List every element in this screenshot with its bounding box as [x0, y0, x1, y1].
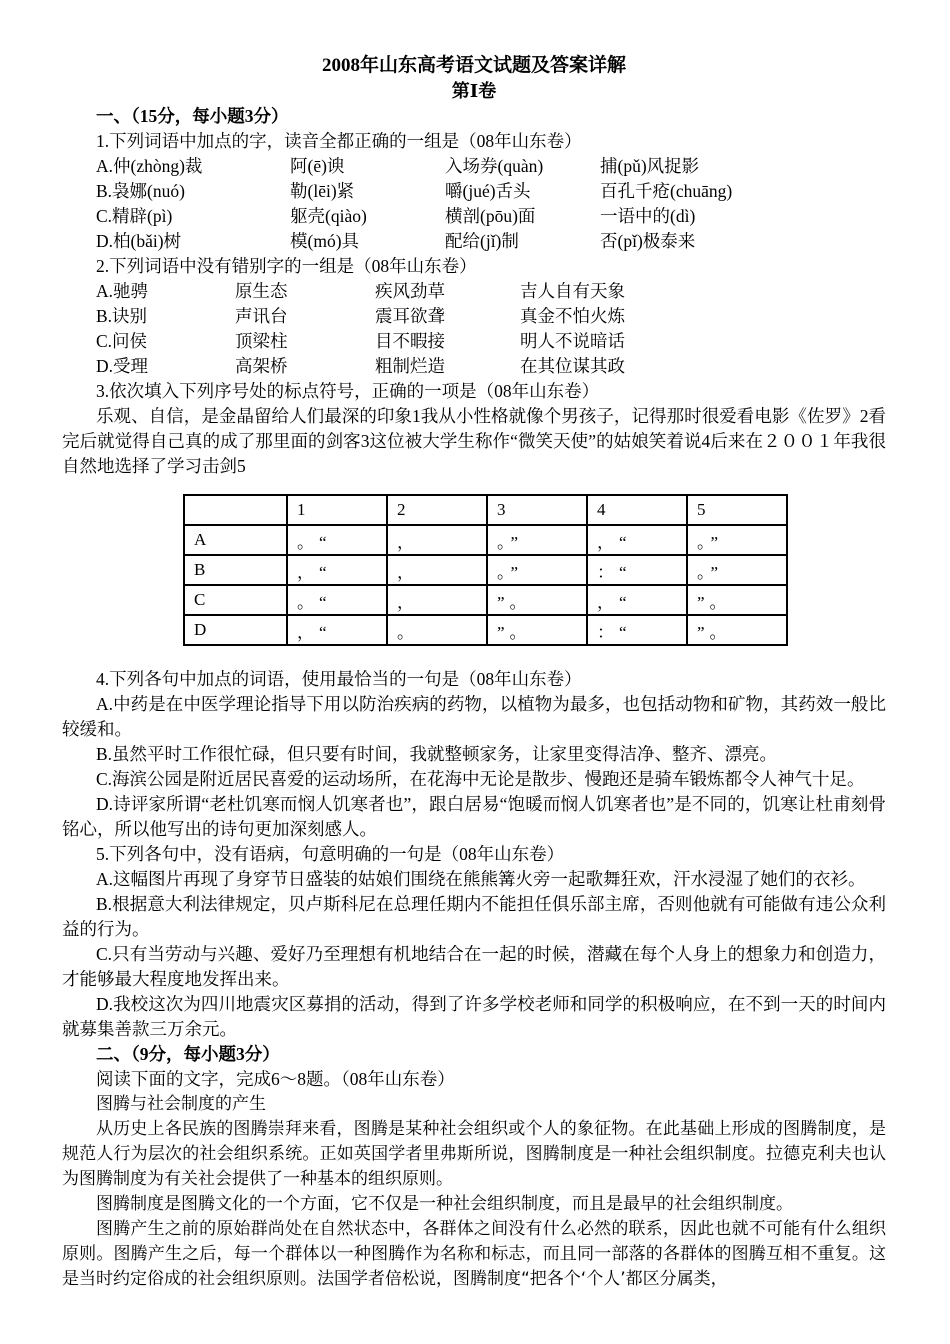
q2-option-row-b	[62, 304, 886, 329]
punct-cell: 。“	[287, 585, 387, 615]
punctuation-table	[183, 494, 788, 646]
q1-option-row-b	[62, 179, 886, 204]
q5-option-c: C.只有当劳动与兴趣、爱好乃至理想有机地结合在一起的时候，潜藏在每个人身上的想象力和创造力，才能够最大程度地发挥出来。	[62, 944, 886, 989]
punct-cell: ，“	[287, 615, 387, 645]
punct-col-header: 3	[487, 495, 587, 525]
q2-option-row-a	[62, 279, 886, 304]
punct-col-header: 5	[687, 495, 787, 525]
option-cell: 躯壳(qiào)	[290, 206, 367, 226]
option-cell: 横剖(pōu)面	[445, 206, 536, 226]
option-cell: D.柏(bǎi)树	[96, 231, 182, 251]
option-cell: 一语中的(dì)	[600, 206, 696, 226]
option-cell: B.袅娜(nuó)	[96, 181, 185, 201]
punct-row-a	[184, 525, 787, 555]
punct-col-header: 1	[287, 495, 387, 525]
option-cell: 嚼(jué)舌头	[445, 181, 531, 201]
q5-option-b: B.根据意大利法律规定，贝卢斯科尼在总理任期内不能担任俱乐部主席，否则他就有可能做有违公众利益的行为。	[62, 894, 886, 939]
punct-cell: ，	[387, 555, 487, 585]
option-cell: 明人不说暗话	[520, 331, 625, 351]
question-1-stem: 1.下列词语中加点的字，读音全都正确的一组是（08年山东卷）	[96, 131, 582, 151]
punct-cell: ，	[387, 585, 487, 615]
option-cell: 勒(lēi)紧	[290, 181, 355, 201]
q2-option-row-c	[62, 329, 886, 354]
punct-cell: 。”	[487, 555, 587, 585]
option-cell: 配给(jǐ)制	[445, 231, 519, 251]
q1-option-row-c	[62, 204, 886, 229]
passage-paragraph-2: 图腾制度是图腾文化的一个方面，它不仅是一种社会组织制度，而且是最早的社会组织制度。	[96, 1194, 793, 1214]
punct-cell: 。	[387, 615, 487, 645]
question-5-stem: 5.下列各句中，没有语病，句意明确的一句是（08年山东卷）	[96, 844, 565, 864]
option-cell: 粗制烂造	[375, 356, 445, 376]
option-cell: 否(pǐ)极泰来	[600, 231, 696, 251]
option-cell: B.诀别	[96, 306, 148, 326]
punct-col-header	[184, 495, 287, 525]
q3-passage: 乐观、自信，是金晶留给人们最深的印象1我从小性格就像个男孩子，记得那时很爱看电影《佐罗》2看完后就觉得自己真的成了那里面的剑客3这位被大学生称作“微笑天使”的姑娘笑着说4后来在２００１年我很自然地选择了学习击剑5	[62, 406, 886, 476]
punct-cell: ”。	[487, 585, 587, 615]
punct-row-label: A	[184, 525, 287, 555]
punct-row-d	[184, 615, 787, 645]
punct-col-header: 2	[387, 495, 487, 525]
punct-cell: 。”	[687, 555, 787, 585]
option-cell: 捕(pǔ)风捉影	[600, 156, 700, 176]
punct-cell: 。”	[687, 525, 787, 555]
q2-option-row-d	[62, 354, 886, 379]
punct-cell: ，“	[587, 525, 687, 555]
q5-option-d: D.我校这次为四川地震灾区募捐的活动，得到了许多学校老师和同学的积极响应，在不到一天的时间内就募集善款三万余元。	[62, 994, 886, 1039]
section-two-heading: 二、（9分，每小题3分）	[96, 1044, 280, 1064]
option-cell: 高架桥	[235, 356, 288, 376]
section-one-heading: 一、（15分，每小题3分）	[96, 106, 289, 126]
punct-cell: ，“	[587, 585, 687, 615]
option-cell: 真金不怕火炼	[520, 306, 625, 326]
option-cell: 原生态	[235, 281, 288, 301]
q4-option-b: B.虽然平时工作很忙碌，但只要有时间，我就整顿家务，让家里变得洁净、整齐、漂亮。	[96, 744, 778, 764]
option-cell: 目不暇接	[375, 331, 445, 351]
option-cell: 百孔千疮(chuāng)	[600, 181, 733, 201]
punct-row-label: D	[184, 615, 287, 645]
punct-row-label: C	[184, 585, 287, 615]
punct-col-header: 4	[587, 495, 687, 525]
option-cell: 模(mó)具	[290, 231, 360, 251]
option-cell: 疾风劲草	[375, 281, 445, 301]
option-cell: A.驰骋	[96, 281, 149, 301]
doc-title: 2008年山东高考语文试题及答案详解	[321, 55, 626, 76]
option-cell: 吉人自有天象	[520, 281, 625, 301]
option-cell: 在其位谋其政	[520, 356, 625, 376]
punct-row-label: B	[184, 555, 287, 585]
passage-title: 图腾与社会制度的产生	[96, 1094, 266, 1114]
option-cell: C.精辟(pì)	[96, 206, 173, 226]
option-cell: 顶梁柱	[235, 331, 288, 351]
punct-cell: ：“	[587, 615, 687, 645]
punct-cell: 。“	[287, 525, 387, 555]
q4-option-a: A.中药是在中医学理论指导下用以防治疾病的药物，以植物为最多，也包括动物和矿物，其药效一般比较缓和。	[62, 694, 886, 739]
q4-option-d: D.诗评家所谓“老杜饥寒而悯人饥寒者也”，跟白居易“饱暖而悯人饥寒者也”是不同的，饥寒让杜甫刻骨铭心，所以他写出的诗句更加深刻感人。	[62, 794, 886, 839]
volume-label: 第Ⅰ卷	[451, 81, 497, 101]
option-cell: 声讯台	[235, 306, 288, 326]
q1-option-row-d	[62, 229, 886, 254]
q4-option-c: C.海滨公园是附近居民喜爱的运动场所，在花海中无论是散步、慢跑还是骑车锻炼都令人神气十足。	[96, 769, 865, 789]
punct-cell: ：“	[587, 555, 687, 585]
punct-cell: ，“	[287, 555, 387, 585]
option-cell: A.仲(zhòng)裁	[96, 156, 203, 176]
punct-cell: ”。	[687, 615, 787, 645]
punct-cell: 。”	[487, 525, 587, 555]
passage-paragraph-1: 从历史上各民族的图腾崇拜来看，图腾是某种社会组织或个人的象征物。在此基础上形成的图腾制度，是规范人行为层次的社会组织系统。正如英国学者里弗斯所说，图腾制度是一种社会组织制度。拉德克利夫也认为图腾制度为有关社会提供了一种基本的组织原则。	[62, 1119, 886, 1189]
punct-row-b	[184, 555, 787, 585]
option-cell: C.问侯	[96, 331, 148, 351]
question-2-stem: 2.下列词语中没有错别字的一组是（08年山东卷）	[96, 256, 477, 276]
reading-intro: 阅读下面的文字，完成6～8题。（08年山东卷）	[96, 1069, 455, 1089]
q1-option-row-a	[62, 154, 886, 179]
question-3-stem: 3.依次填入下列序号处的标点符号，正确的一项是（08年山东卷）	[96, 381, 600, 401]
option-cell: 入场券(quàn)	[445, 156, 544, 176]
option-cell: 阿(ē)谀	[290, 156, 345, 176]
q5-option-a: A.这幅图片再现了身穿节日盛装的姑娘们围绕在熊熊篝火旁一起歌舞狂欢，汗水浸湿了她们的衣衫。	[96, 869, 866, 889]
option-cell: D.受理	[96, 356, 149, 376]
punct-row-c	[184, 585, 787, 615]
option-cell: 震耳欲聋	[375, 306, 445, 326]
passage-paragraph-3: 图腾产生之前的原始群尚处在自然状态中，各群体之间没有什么必然的联系，因此也就不可能有什么组织原则。图腾产生之后，每一个群体以一种图腾作为名称和标志，而且同一部落的各群体的图腾互相不重复。这是当时约定俗成的社会组织原则。法国学者倍松说，图腾制度“把各个‘个人’都区分属类，	[62, 1219, 886, 1289]
punct-cell: ”。	[487, 615, 587, 645]
punct-header-row	[184, 495, 787, 525]
question-4-stem: 4.下列各句中加点的词语，使用最恰当的一句是（08年山东卷）	[96, 669, 582, 689]
punct-cell: ”。	[687, 585, 787, 615]
punct-cell: ，	[387, 525, 487, 555]
